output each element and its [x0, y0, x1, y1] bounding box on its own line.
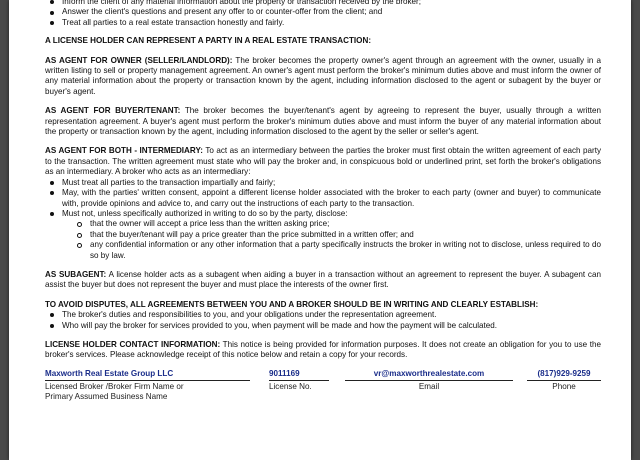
contact-heading: LICENSE HOLDER CONTACT INFORMATION: [45, 339, 221, 349]
buyer-agent-text: The broker becomes the buyer/tenant's agent by agreeing to represent the buyer, usually through a written representation agreement. A buyer's agent must perform the broker's minimum duties above and must inform the buyer of any material information about the property or transaction known by the agent, including information disclosed to the agent by the seller or seller's agent. [45, 106, 601, 137]
license-number-field [269, 369, 329, 392]
subagent-text: A license holder acts as a subagent when aiding a buyer in a transaction without an agreement to represent the buyer. A subagent can assist the buyer but does not represent the buyer and must place the interests of the owner first. [45, 269, 601, 290]
firm-name-label-2: Primary Assumed Business Name [45, 392, 168, 402]
disputes-list [45, 310, 601, 331]
list-item: May, with the parties' written consent, appoint a different license holder associated with the broker to each party (owner and buyer) to communicate with, provide opinions and advice to, and carry out the instructions of each party to the transaction. [45, 188, 601, 209]
firm-name-value: Maxworth Real Estate Group LLC [45, 369, 250, 381]
minimum-duties-list [45, 0, 601, 28]
disputes-heading: TO AVOID DISPUTES, ALL AGREEMENTS BETWEEN YOU AND A BROKER SHOULD BE IN WRITING AND CLEARLY ESTABLISH: [45, 299, 539, 309]
phone-label: Phone [552, 381, 576, 391]
list-item: The broker's duties and responsibilities to you, and your obligations under the representation agreement. [45, 310, 601, 320]
license-number-label: License No. [269, 381, 312, 391]
email-label: Email [418, 381, 440, 391]
contact-text: This notice is being provided for information purposes. It does not create an obligation for you to use the broker's services. Please acknowledge receipt of this notice below and retain a copy for your records. [45, 339, 601, 360]
owner-agent-paragraph [45, 56, 601, 98]
buyer-agent-heading: AS AGENT FOR BUYER/TENANT: [45, 106, 181, 116]
firm-name-label-1: Licensed Broker /Broker Firm Name or [45, 381, 184, 391]
list-item: Inform the client of any material information about the property or transaction received by the broker; [45, 0, 601, 7]
owner-agent-heading: AS AGENT FOR OWNER (SELLER/LANDLORD): [45, 55, 233, 65]
sub-list-item: that the buyer/tenant will pay a price greater than the price submitted in a written offer; and [74, 230, 601, 240]
license-number-value: 9011169 [269, 369, 329, 381]
sub-list-item: any confidential information or any other information that a party specifically instructs the broker in writing not to disclose, unless required to do so by law. [74, 240, 601, 261]
phone-value: (817)929-9259 [527, 369, 601, 381]
disclosure-sublist [74, 219, 601, 261]
email-field [345, 369, 513, 392]
intermediary-text: To act as an intermediary between the parties the broker must first obtain the written agreement of each party to the transaction. The written agreement must state who will pay the broker and, in conspicuous bold or underlined print, set forth the broker's obligations as an intermediary. A broker who acts as an intermediary: [45, 146, 601, 177]
contact-paragraph [45, 340, 601, 361]
license-holder-info [45, 369, 601, 409]
document-content [45, 0, 601, 409]
intermediary-list [45, 178, 601, 261]
owner-agent-text: The broker becomes the property owner's agent through an agreement with the owner, usually in a written listing to sell or property management agreement. An owner's agent must perform the broker's minimum duties above and must inform the owner of any material information about the property or transaction known by the agent, including information disclosed to the agent or subagent by the buyer or buyer's agent. [45, 55, 601, 96]
list-item-text: Must not, unless specifically authorized in writing to do so by the party, disclose: [62, 208, 348, 218]
phone-field [527, 369, 601, 392]
list-item: Must treat all parties to the transaction impartially and fairly; [45, 178, 601, 188]
list-item: Who will pay the broker for services provided to you, when payment will be made and how the payment will be calculated. [45, 321, 601, 331]
intermediary-heading: AS AGENT FOR BOTH - INTERMEDIARY: [45, 146, 203, 156]
firm-name-field [45, 369, 250, 403]
represent-title: A LICENSE HOLDER CAN REPRESENT A PARTY IN A REAL ESTATE TRANSACTION: [45, 36, 372, 46]
list-item [45, 209, 601, 261]
buyer-agent-paragraph [45, 106, 601, 137]
email-value: vr@maxworthrealestate.com [345, 369, 513, 381]
list-item: Answer the client's questions and present any offer to or counter-offer from the client; and [45, 7, 601, 17]
subagent-paragraph [45, 270, 601, 291]
intermediary-paragraph [45, 146, 601, 177]
document-page [9, 0, 631, 460]
subagent-heading: AS SUBAGENT: [45, 269, 107, 279]
sub-list-item: that the owner will accept a price less than the written asking price; [74, 219, 601, 229]
list-item: Treat all parties to a real estate transaction honestly and fairly. [45, 18, 601, 28]
